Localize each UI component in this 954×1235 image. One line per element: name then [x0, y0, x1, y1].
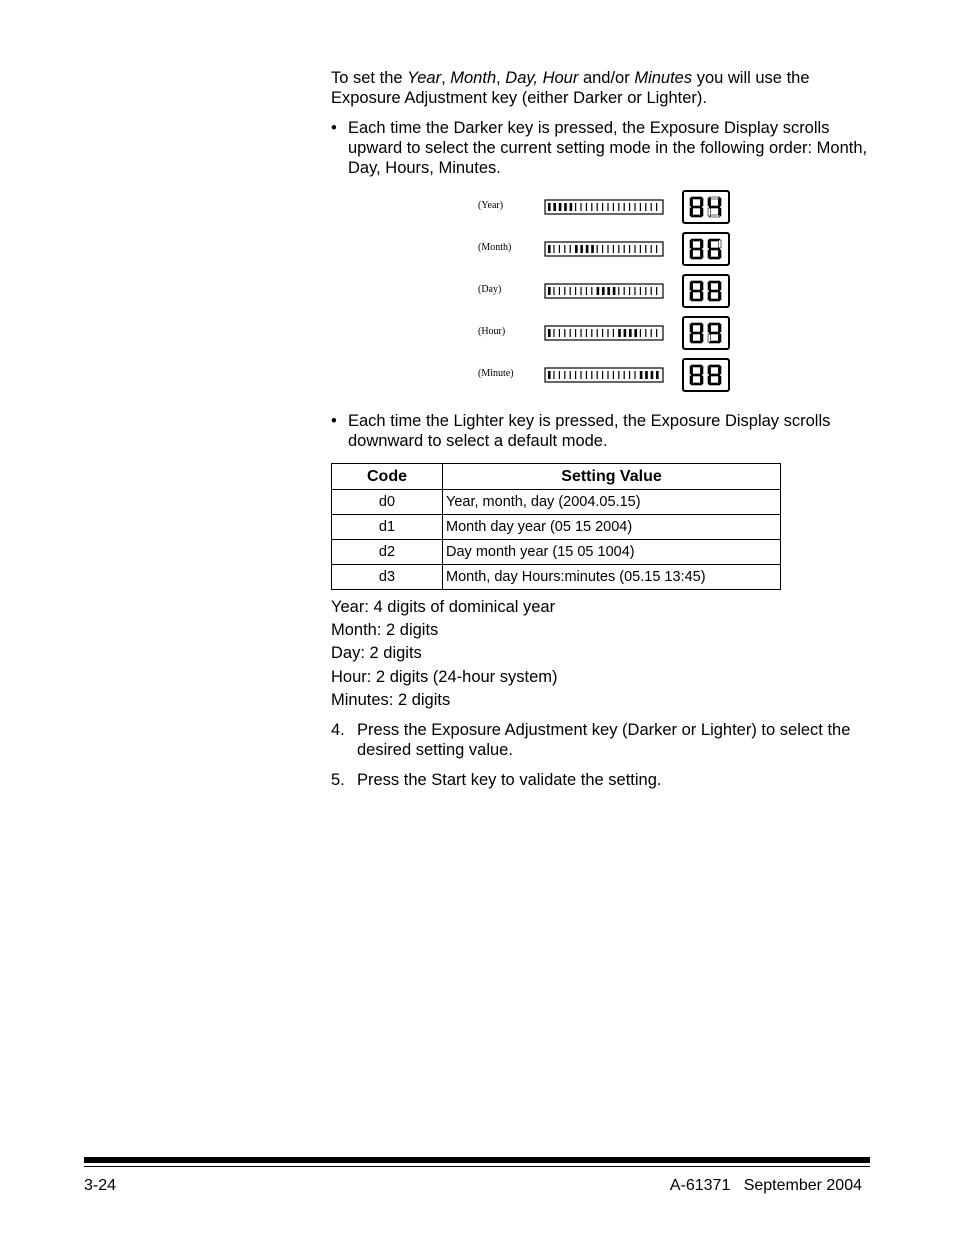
digit-segment: [690, 292, 693, 300]
digit-segment: [708, 324, 711, 332]
seven-segment-frame: [683, 191, 729, 223]
exposure-bar-tick: [580, 245, 583, 253]
exposure-bar-tick: [645, 287, 646, 295]
table-row: [332, 540, 781, 565]
exposure-bar-tick: [586, 245, 589, 253]
exposure-bar-tick: [651, 203, 652, 211]
digit-segment: [700, 240, 703, 248]
exposure-bar-tick: [656, 203, 657, 211]
seven-segment-frame: [683, 275, 729, 307]
exposure-bar-tick: [564, 287, 565, 295]
code-cell: d0: [332, 490, 443, 515]
digit-segment: [700, 198, 703, 206]
table-row: [332, 565, 781, 590]
table-row: [332, 515, 781, 540]
exposure-bar-tick: [602, 203, 603, 211]
digit-segment: [709, 290, 719, 292]
digit-segment: [708, 208, 711, 216]
bullet-darker-text: Each time the Darker key is pressed, the Exposure Display scrolls upward to select the current setting mode in the following order: Month, Day, Hours, Minutes.: [348, 119, 868, 177]
value-cell: Month, day Hours:minutes (05.15 13:45): [443, 565, 781, 590]
digit-segment: [708, 282, 711, 290]
exposure-bar-tick: [564, 203, 567, 211]
exposure-bar-tick: [651, 245, 652, 253]
digit-segment: [690, 366, 693, 374]
exposure-bar-tick: [634, 329, 637, 337]
exposure-bar-tick: [553, 287, 554, 295]
exposure-bar-tick: [629, 203, 630, 211]
exposure-bar-tick: [634, 371, 635, 379]
exposure-bar-tick: [570, 371, 571, 379]
step-number: 5.: [331, 771, 345, 789]
exposure-bar-tick: [548, 371, 551, 379]
exposure-bar-tick: [586, 203, 587, 211]
exposure-bar-tick: [613, 371, 614, 379]
exposure-bar-tick: [607, 329, 608, 337]
exposure-bar-tick: [613, 287, 616, 295]
seven-segment-frame: [683, 359, 729, 391]
exposure-bar-tick: [559, 371, 560, 379]
page-number: 3-24: [84, 1177, 117, 1194]
note-year: Year: 4 digits of dominical year: [331, 598, 556, 616]
exposure-bar-tick: [580, 371, 581, 379]
exposure-bar-tick: [597, 203, 598, 211]
digit-segment: [690, 240, 693, 248]
code-cell: d1: [332, 515, 443, 540]
digit-segment: [691, 374, 701, 376]
digit-segment: [690, 282, 693, 290]
settings-table: [331, 463, 781, 590]
exposure-bar-tick: [553, 203, 556, 211]
digit-segment: [700, 282, 703, 290]
bullet-lighter-text: Each time the Lighter key is pressed, the Exposure Display scrolls downward to select a default mode.: [348, 412, 831, 450]
digit-segment: [691, 290, 701, 292]
exposure-bar-tick: [613, 245, 614, 253]
bullet-marker: •: [331, 412, 337, 430]
digit-segment: [700, 324, 703, 332]
exposure-bar-tick: [564, 245, 565, 253]
exposure-bar-tick: [564, 329, 565, 337]
exposure-bar-tick: [645, 203, 646, 211]
exposure-bar-tick: [559, 287, 560, 295]
exposure-bar-tick: [553, 371, 554, 379]
digit-segment: [690, 198, 693, 206]
exposure-display-figure: [474, 188, 736, 396]
digit-segment: [718, 240, 721, 248]
exposure-bar-tick: [629, 371, 630, 379]
exposure-bar-tick: [597, 287, 600, 295]
exposure-bar-tick: [618, 371, 619, 379]
exposure-bar-tick: [634, 287, 635, 295]
digit-segment: [690, 376, 693, 384]
digit-segment: [691, 206, 701, 208]
exposure-bar-tick: [624, 245, 625, 253]
exposure-bar-tick: [629, 245, 630, 253]
exposure-bar-tick: [602, 287, 605, 295]
exposure-bar-tick: [640, 329, 641, 337]
table-row: [332, 490, 781, 515]
exposure-bar-tick: [640, 287, 641, 295]
exposure-bar-tick: [634, 203, 635, 211]
code-cell: d3: [332, 565, 443, 590]
digit-segment: [708, 198, 711, 206]
exposure-bar-tick: [651, 371, 654, 379]
note-day: Day: 2 digits: [331, 644, 422, 662]
exposure-bar-tick: [602, 329, 603, 337]
exposure-bar-tick: [656, 371, 659, 379]
exposure-bar-tick: [575, 287, 576, 295]
exposure-bar-tick: [656, 245, 657, 253]
seven-segment-frame: [683, 233, 729, 265]
exposure-bar-tick: [559, 203, 562, 211]
digit-segment: [718, 282, 721, 290]
exposure-bar-tick: [645, 329, 646, 337]
exposure-bar-tick: [624, 329, 627, 337]
exposure-bar-tick: [597, 245, 598, 253]
table-header-row: [332, 464, 781, 490]
mode-label: (Year): [478, 200, 504, 211]
exposure-bar-tick: [548, 203, 551, 211]
exposure-bar-tick: [613, 203, 614, 211]
digit-segment: [709, 374, 719, 376]
exposure-bar-tick: [607, 245, 608, 253]
digit-segment: [691, 332, 701, 334]
exposure-bar-tick: [586, 287, 587, 295]
bullet-marker: •: [331, 119, 337, 137]
exposure-bar-tick: [548, 245, 551, 253]
digit-segment: [700, 366, 703, 374]
mode-label: (Minute): [478, 368, 514, 379]
exposure-bar-tick: [559, 329, 560, 337]
digit-segment: [708, 292, 711, 300]
mode-label: (Month): [478, 242, 512, 253]
code-cell: d2: [332, 540, 443, 565]
note-minutes: Minutes: 2 digits: [331, 691, 451, 709]
exposure-bar-tick: [559, 245, 560, 253]
exposure-bar-tick: [575, 245, 578, 253]
digit-segment: [718, 366, 721, 374]
exposure-bar-tick: [618, 287, 619, 295]
exposure-bar-tick: [607, 287, 610, 295]
exposure-bar-tick: [640, 245, 641, 253]
footer-rule-thin: [84, 1166, 870, 1167]
exposure-bar-tick: [586, 371, 587, 379]
exposure-bar-tick: [640, 203, 641, 211]
digit-segment: [708, 376, 711, 384]
exposure-bar-tick: [548, 329, 551, 337]
step-number: 4.: [331, 721, 345, 739]
exposure-bar-tick: [553, 329, 554, 337]
exposure-bar-tick: [613, 329, 614, 337]
digit-segment: [708, 334, 711, 342]
note-month: Month: 2 digits: [331, 621, 439, 639]
exposure-bar-tick: [580, 287, 581, 295]
digit-segment: [718, 198, 721, 206]
step-text: Press the Exposure Adjustment key (Darker or Lighter) to select the desired setting value.: [357, 721, 851, 759]
digit-segment: [709, 206, 719, 208]
column-header-code: Code: [332, 464, 443, 490]
exposure-bar-tick: [548, 287, 551, 295]
note-hour: Hour: 2 digits (24-hour system): [331, 668, 558, 686]
exposure-bar-tick: [602, 371, 603, 379]
exposure-bar-tick: [580, 329, 581, 337]
digit-segment: [709, 332, 719, 334]
digit-segment: [691, 248, 701, 250]
exposure-bar-tick: [597, 329, 598, 337]
digit-segment: [708, 240, 711, 248]
exposure-bar-tick: [607, 371, 608, 379]
exposure-bar-tick: [624, 287, 625, 295]
exposure-bar-tick: [570, 203, 573, 211]
exposure-bar-tick: [570, 245, 571, 253]
exposure-bar-tick: [570, 287, 571, 295]
step-text: Press the Start key to validate the setting.: [357, 771, 662, 789]
exposure-bar-tick: [591, 287, 592, 295]
exposure-bar-tick: [564, 371, 565, 379]
seven-segment-frame: [683, 317, 729, 349]
digit-segment: [690, 208, 693, 216]
digit-segment: [708, 366, 711, 374]
exposure-bar-tick: [645, 245, 646, 253]
digit-segment: [690, 250, 693, 258]
value-cell: Month day year (05 15 2004): [443, 515, 781, 540]
digit-segment: [690, 334, 693, 342]
mode-label: (Hour): [478, 326, 506, 337]
exposure-bar-tick: [618, 245, 619, 253]
exposure-bar-tick: [629, 287, 630, 295]
exposure-bar-tick: [656, 287, 657, 295]
exposure-bar-tick: [575, 329, 576, 337]
footer-rule-thick: [84, 1157, 870, 1163]
exposure-bar-tick: [591, 245, 594, 253]
exposure-bar-tick: [575, 203, 576, 211]
exposure-bar-tick: [586, 329, 587, 337]
exposure-bar-tick: [651, 287, 652, 295]
exposure-bar-tick: [591, 371, 592, 379]
exposure-bar-tick: [553, 245, 554, 253]
exposure-bar-tick: [591, 329, 592, 337]
exposure-bar-tick: [580, 203, 581, 211]
exposure-bar-tick: [591, 203, 592, 211]
exposure-bar-tick: [602, 245, 603, 253]
column-header-setting-value: Setting Value: [443, 464, 781, 490]
exposure-bar-tick: [575, 371, 576, 379]
exposure-bar-tick: [634, 245, 635, 253]
document-id-date: A-61371 September 2004: [669, 1177, 862, 1194]
value-cell: Day month year (15 05 1004): [443, 540, 781, 565]
digit-segment: [718, 324, 721, 332]
mode-label: (Day): [478, 284, 502, 295]
exposure-bar-tick: [656, 329, 657, 337]
intro-paragraph: To set the Year, Month, Day, Hour and/or Minutes you will use the Exposure Adjustment key (either Darker or Lighter).: [331, 69, 810, 107]
exposure-bar-tick: [645, 371, 648, 379]
exposure-bar-tick: [651, 329, 652, 337]
exposure-bar-tick: [640, 371, 643, 379]
exposure-bar-tick: [618, 329, 621, 337]
exposure-bar-tick: [607, 203, 608, 211]
value-cell: Year, month, day (2004.05.15): [443, 490, 781, 515]
exposure-bar-tick: [597, 371, 598, 379]
digit-segment: [708, 250, 711, 258]
exposure-bar-tick: [624, 203, 625, 211]
exposure-bar-tick: [618, 203, 619, 211]
digit-segment: [709, 248, 719, 250]
exposure-bar-tick: [624, 371, 625, 379]
exposure-bar-tick: [570, 329, 571, 337]
digit-segment: [690, 324, 693, 332]
exposure-bar-tick: [629, 329, 632, 337]
